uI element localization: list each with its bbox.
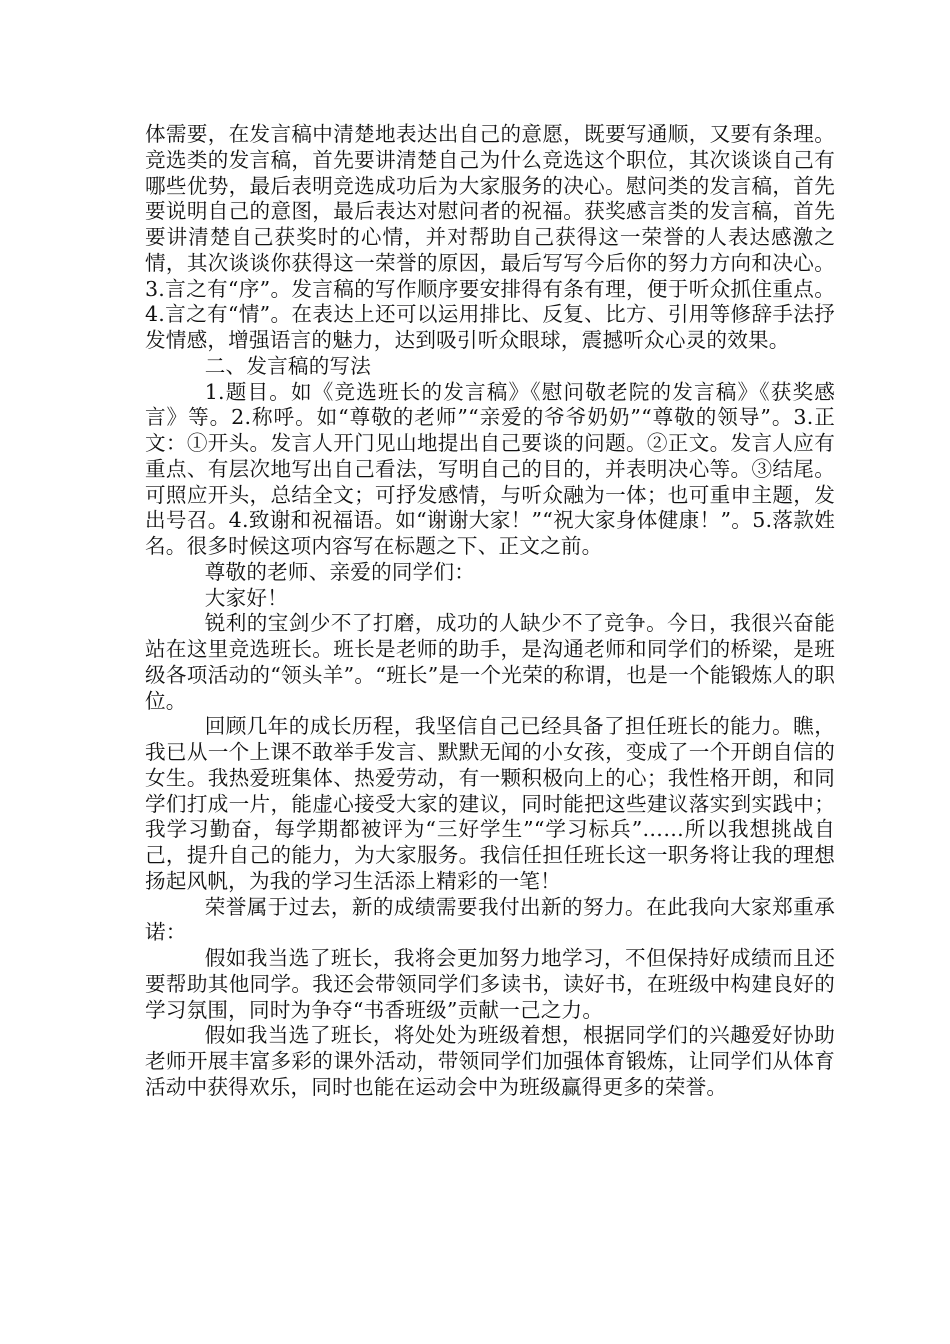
body-paragraph-structure: 1.题目。如《竞选班长的发言稿》《慰问敬老院的发言稿》《获奖感言》等。2.称呼。如“尊敬的老师”“亲爱的爷爷奶奶”“尊敬的领导”。3.正文：①开头。发言人开门见山地提出自己要谈的问题。②正文。发言人应有重点、有层次地写出自己看法，写明自己的目的，并表明决心等。③结尾。可照应开头，总结全文；可抒发感情，与听众融为一体；也可重申主题，发出号召。4.致谢和祝福语。如“谢谢大家！”“祝大家身体健康！”。5.落款姓名。很多时候这项内容写在标题之下、正文之前。 [145,379,835,558]
speech-paragraph-study: 假如我当选了班长，我将会更加努力地学习，不但保持好成绩而且还要帮助其他同学。我还会带领同学们多读书，读好书，在班级中构建良好的学习氛围，同时为争夺“书香班级”贡献一己之力。 [145,946,835,1022]
speech-salutation: 尊敬的老师、亲爱的同学们： [204,559,476,584]
speech-greeting: 大家好！ [204,585,288,610]
speech-paragraph-intro: 锐利的宝剑少不了打磨，成功的人缺少不了竞争。今日，我很兴奋能站在这里竞选班长。班长是老师的助手，是沟通老师和同学们的桥梁，是班级各项活动的“领头羊”。“班长”是一个光荣的称谓，也是一个能锻炼人的职位。 [145,611,835,713]
speech-paragraph-experience: 回顾几年的成长历程，我坚信自己已经具备了担任班长的能力。瞧，我已从一个上课不敢举手发言、默默无闻的小女孩，变成了一个开朗自信的女生。我热爱班集体、热爱劳动，有一颗积极向上的心；我性格开朗，和同学们打成一片，能虚心接受大家的建议，同时能把这些建议落实到实践中；我学习勤奋，每学期都被评为“三好学生”“学习标兵”……所以我想挑战自己，提升自己的能力，为大家服务。我信任担任班长这一职务将让我的理想扬起风帆，为我的学习生活添上精彩的一笔！ [145,714,835,893]
speech-paragraph-activities: 假如我当选了班长，将处处为班级着想，根据同学们的兴趣爱好协助老师开展丰富多彩的课外活动，带领同学们加强体育锻炼，让同学们从体育活动中获得欢乐，同时也能在运动会中为班级赢得更多的荣誉。 [145,1023,835,1099]
section-heading-writing-method: 二、发言稿的写法 [204,353,372,378]
document-page [145,122,835,1101]
body-paragraph-continuation: 体需要，在发言稿中清楚地表达出自己的意愿，既要写通顺，又要有条理。竞选类的发言稿，首先要讲清楚自己为什么竞选这个职位，其次谈谈自己有哪些优势，最后表明竞选成功后为大家服务的决心。慰问类的发言稿，首先要说明自己的意图，最后表达对慰问者的祝福。获奖感言类的发言稿，首先要讲清楚自己获奖时的心情，并对帮助自己获得这一荣誉的人表达感激之情，其次谈谈你获得这一荣誉的原因，最后写写今后你的努力方向和决心。3.言之有“序”。发言稿的写作顺序要安排得有条有理，便于听众抓住重点。4.言之有“情”。在表达上还可以运用排比、反复、比方、引用等修辞手法抒发情感，增强语言的魅力，达到吸引听众眼球，震撼听众心灵的效果。 [145,122,835,352]
speech-paragraph-promise: 荣誉属于过去，新的成绩需要我付出新的努力。在此我向大家郑重承诺： [145,894,835,945]
